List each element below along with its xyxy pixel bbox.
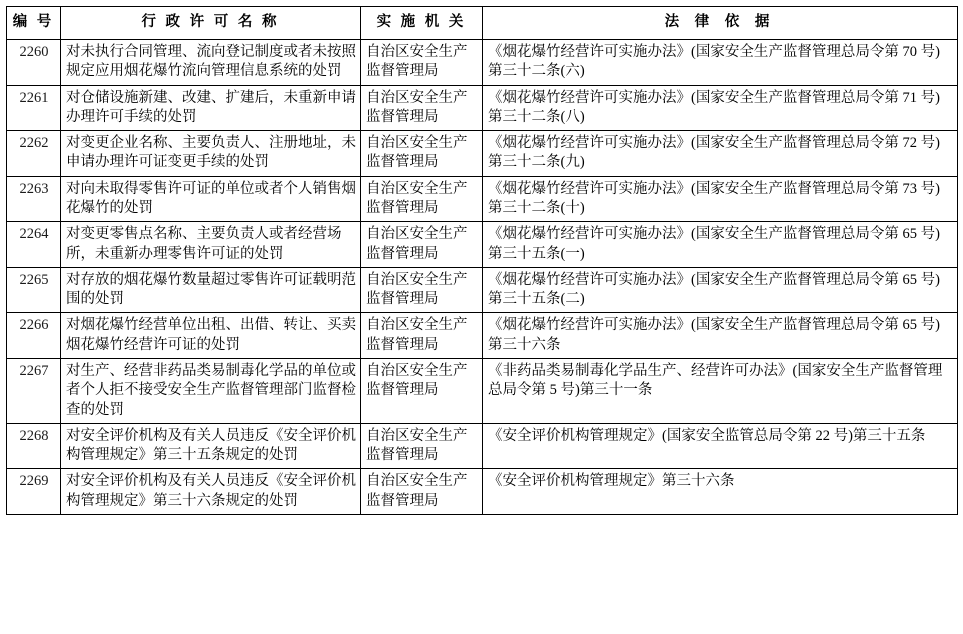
cell-permit-name: 对烟花爆竹经营单位出租、出借、转让、买卖烟花爆竹经营许可证的处罚 [61, 313, 361, 359]
table-row [7, 85, 958, 131]
cell-organ: 自治区安全生产监督管理局 [361, 313, 483, 359]
column-header-organ [361, 7, 483, 40]
cell-legal-basis: 《安全评价机构管理规定》(国家安全监管总局令第 22 号)第三十五条 [483, 423, 958, 469]
cell-legal-basis: 《烟花爆竹经营许可实施办法》(国家安全生产监督管理总局令第 65 号)第三十五条(一) [483, 222, 958, 268]
cell-permit-name: 对未执行合同管理、流向登记制度或者未按照规定应用烟花爆竹流向管理信息系统的处罚 [61, 40, 361, 86]
cell-number: 2260 [7, 40, 61, 86]
cell-organ: 自治区安全生产监督管理局 [361, 358, 483, 423]
table-row [7, 423, 958, 469]
cell-number: 2263 [7, 176, 61, 222]
table-header-row [7, 7, 958, 40]
table-body [7, 40, 958, 515]
cell-organ: 自治区安全生产监督管理局 [361, 222, 483, 268]
cell-organ: 自治区安全生产监督管理局 [361, 40, 483, 86]
cell-organ: 自治区安全生产监督管理局 [361, 423, 483, 469]
column-header-name [61, 7, 361, 40]
cell-number: 2269 [7, 469, 61, 515]
column-header-name-label: 行 政 许 可 名 称 [141, 14, 280, 31]
cell-number: 2262 [7, 131, 61, 177]
cell-permit-name: 对安全评价机构及有关人员违反《安全评价机构管理规定》第三十五条规定的处罚 [61, 423, 361, 469]
cell-organ: 自治区安全生产监督管理局 [361, 131, 483, 177]
table-row [7, 358, 958, 423]
column-header-basis [483, 7, 958, 40]
column-header-basis-label: 法 律 依 据 [664, 14, 776, 31]
table-row [7, 469, 958, 515]
cell-number: 2264 [7, 222, 61, 268]
cell-permit-name: 对变更零售点名称、主要负责人或者经营场所，未重新办理零售许可证的处罚 [61, 222, 361, 268]
cell-number: 2265 [7, 267, 61, 313]
table-header [7, 7, 958, 40]
table-row [7, 313, 958, 359]
table-row [7, 176, 958, 222]
cell-permit-name: 对存放的烟花爆竹数量超过零售许可证载明范围的处罚 [61, 267, 361, 313]
cell-organ: 自治区安全生产监督管理局 [361, 469, 483, 515]
cell-legal-basis: 《烟花爆竹经营许可实施办法》(国家安全生产监督管理总局令第 73 号)第三十二条(十) [483, 176, 958, 222]
cell-permit-name: 对生产、经营非药品类易制毒化学品的单位或者个人拒不接受安全生产监督管理部门监督检查的处罚 [61, 358, 361, 423]
cell-legal-basis: 《烟花爆竹经营许可实施办法》(国家安全生产监督管理总局令第 71 号)第三十二条(八) [483, 85, 958, 131]
table-row [7, 222, 958, 268]
column-header-number [7, 7, 61, 40]
cell-permit-name: 对安全评价机构及有关人员违反《安全评价机构管理规定》第三十六条规定的处罚 [61, 469, 361, 515]
cell-legal-basis: 《烟花爆竹经营许可实施办法》(国家安全生产监督管理总局令第 70 号)第三十二条(六) [483, 40, 958, 86]
cell-number: 2268 [7, 423, 61, 469]
cell-permit-name: 对变更企业名称、主要负责人、注册地址，未申请办理许可证变更手续的处罚 [61, 131, 361, 177]
cell-legal-basis: 《烟花爆竹经营许可实施办法》(国家安全生产监督管理总局令第 65 号)第三十六条 [483, 313, 958, 359]
table-row [7, 131, 958, 177]
cell-number: 2266 [7, 313, 61, 359]
cell-legal-basis: 《非药品类易制毒化学品生产、经营许可办法》(国家安全生产监督管理总局令第 5 号)第三十一条 [483, 358, 958, 423]
cell-permit-name: 对仓储设施新建、改建、扩建后，未重新申请办理许可手续的处罚 [61, 85, 361, 131]
column-header-organ-label: 实 施 机 关 [376, 14, 467, 31]
table-row [7, 40, 958, 86]
cell-organ: 自治区安全生产监督管理局 [361, 176, 483, 222]
cell-legal-basis: 《安全评价机构管理规定》第三十六条 [483, 469, 958, 515]
cell-number: 2261 [7, 85, 61, 131]
cell-organ: 自治区安全生产监督管理局 [361, 85, 483, 131]
cell-legal-basis: 《烟花爆竹经营许可实施办法》(国家安全生产监督管理总局令第 72 号)第三十二条(九) [483, 131, 958, 177]
cell-permit-name: 对向未取得零售许可证的单位或者个人销售烟花爆竹的处罚 [61, 176, 361, 222]
table-row [7, 267, 958, 313]
cell-legal-basis: 《烟花爆竹经营许可实施办法》(国家安全生产监督管理总局令第 65 号)第三十五条(二) [483, 267, 958, 313]
cell-organ: 自治区安全生产监督管理局 [361, 267, 483, 313]
column-header-number-label: 编 号 [12, 14, 55, 31]
cell-number: 2267 [7, 358, 61, 423]
administrative-permit-table [6, 6, 958, 515]
